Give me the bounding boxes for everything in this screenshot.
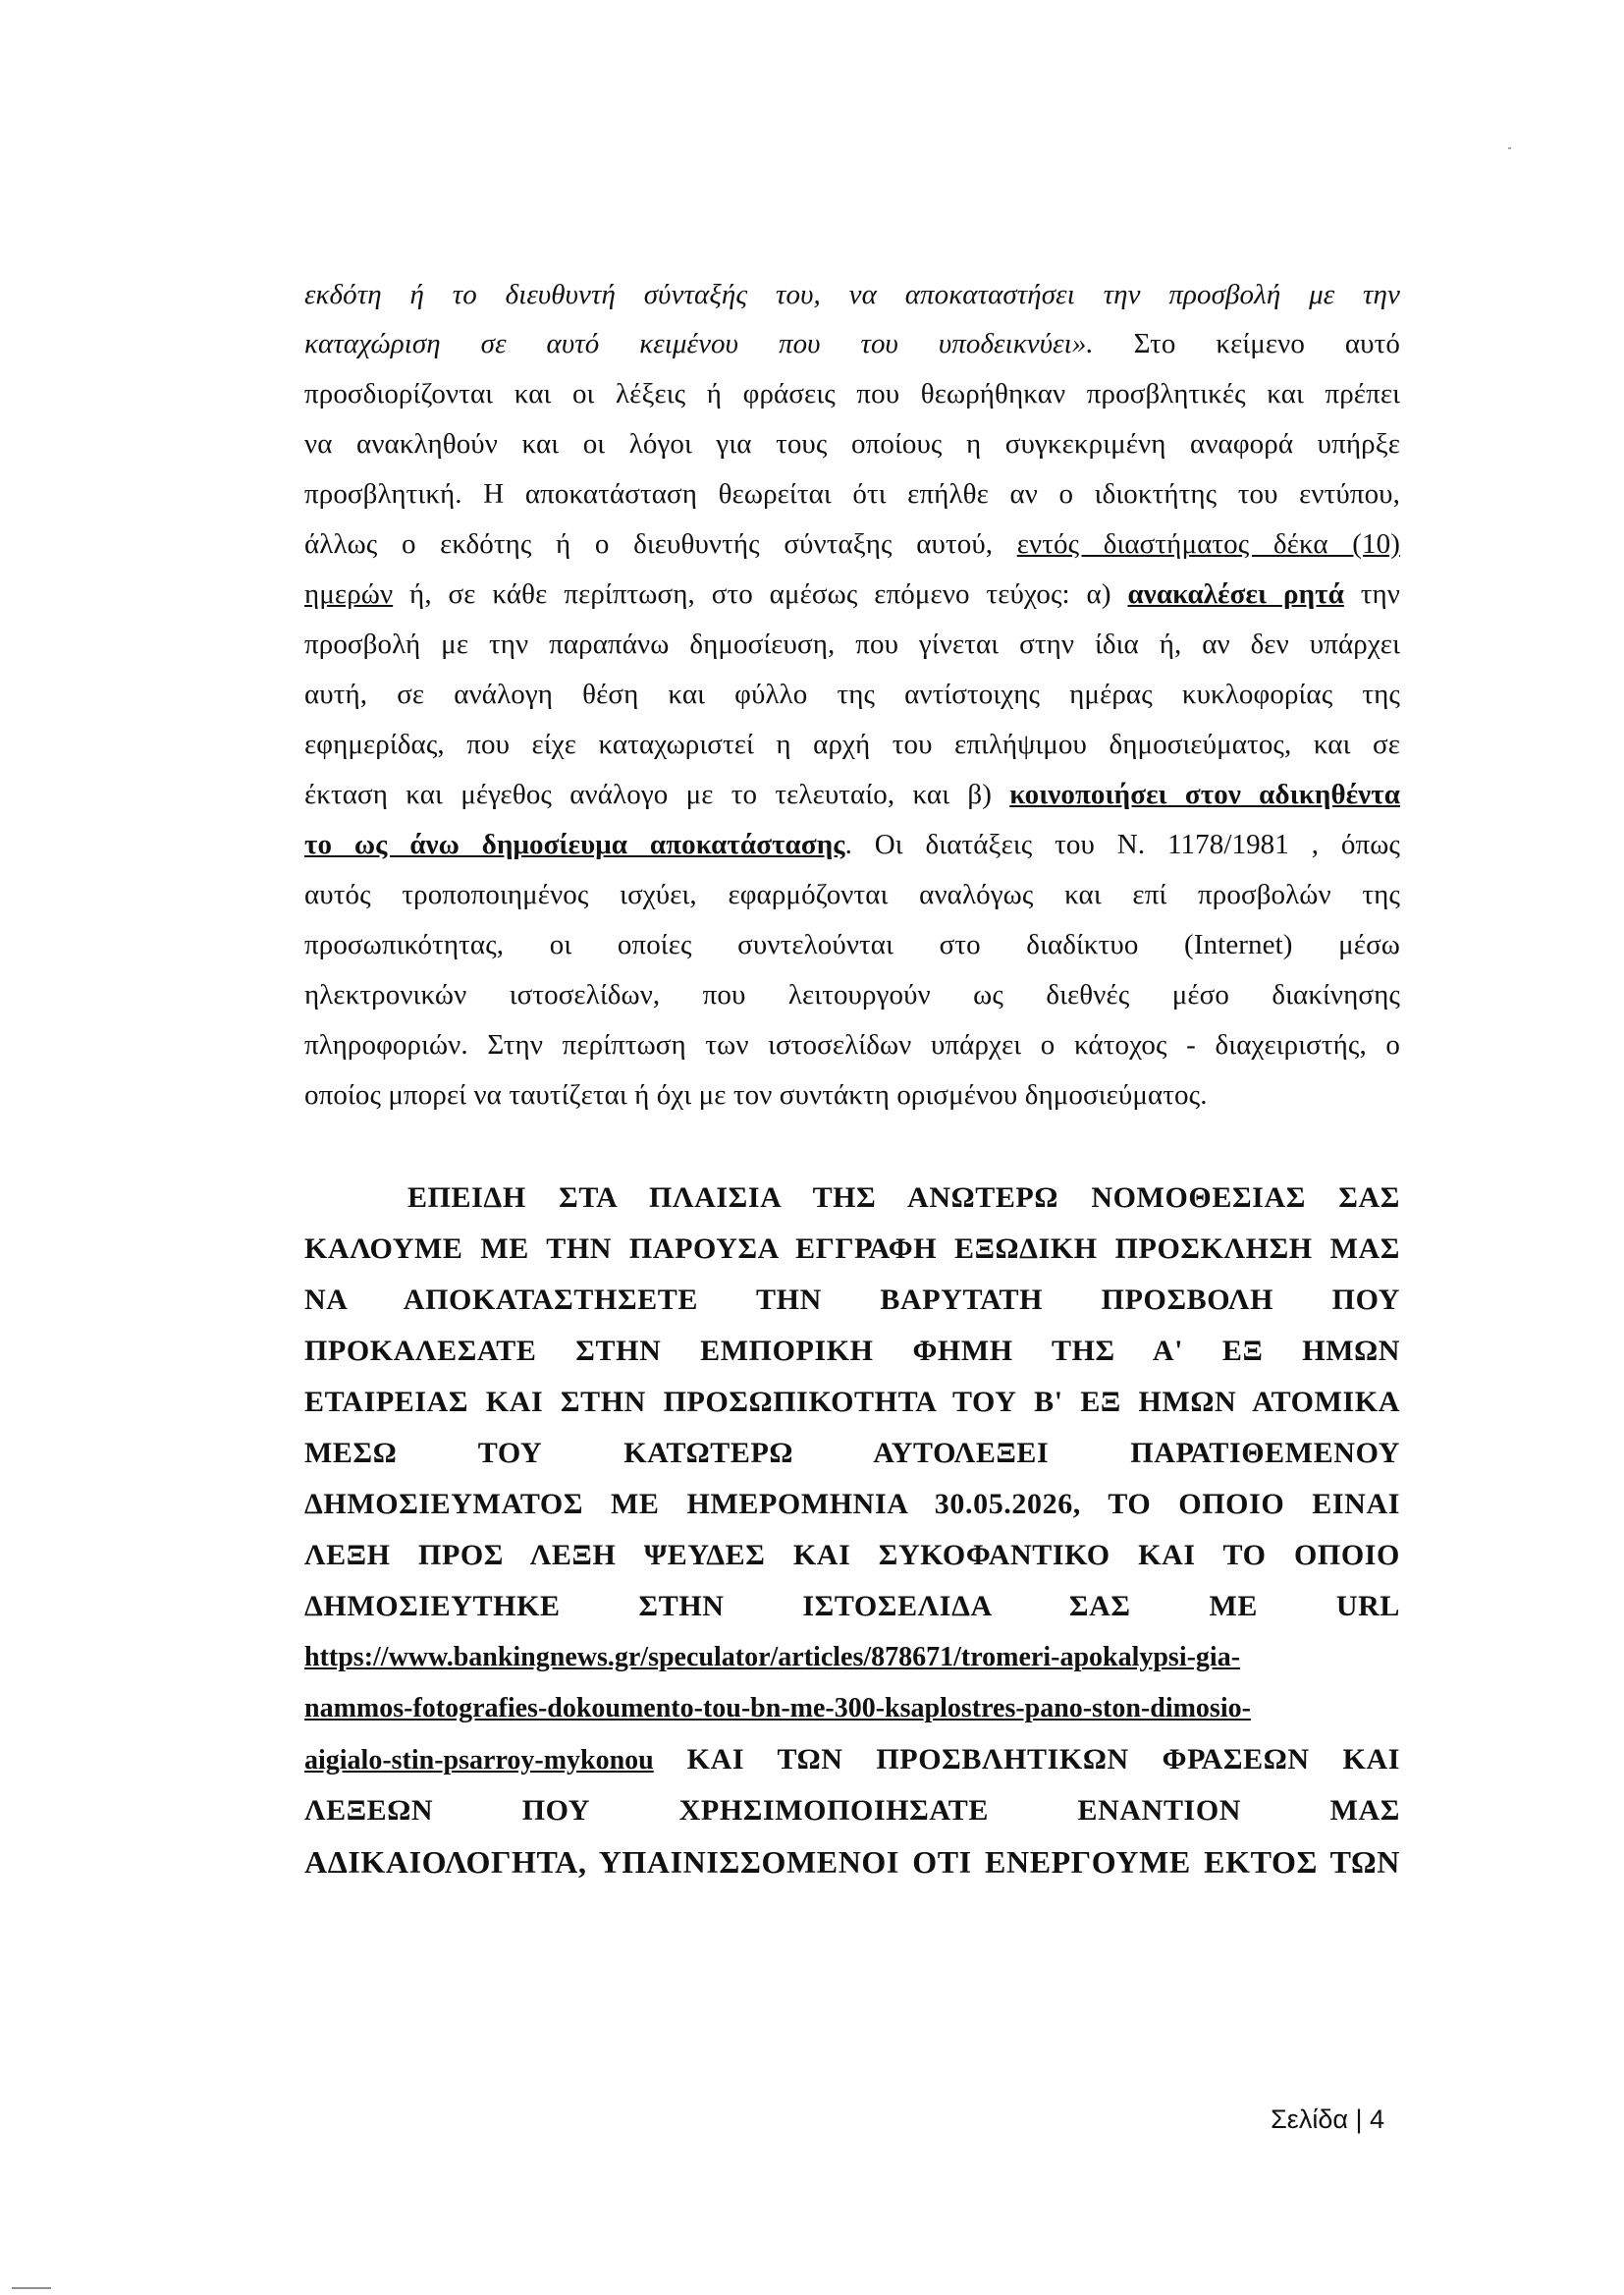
body-line: προσδιορίζονται και οι λέξεις ή φράσεις που θεωρήθηκαν προσβλητικές και πρέπει — [304, 378, 1400, 410]
body-line: πληροφοριών. Στην περίπτωση των ιστοσελίδων υπάρχει ο κάτοχος - διαχειριστής, ο — [304, 1029, 1400, 1061]
body-line — [304, 325, 1400, 362]
notice-line: ΑΔΙΚΑΙΟΛΟΓΗΤΑ, ΥΠΑΙΝΙΣΣΟΜΕΝΟΙ ΟΤΙ ΕΝΕΡΓΟΥΜΕ ΕΚΤΟΣ ΤΩΝ — [304, 1844, 1400, 1880]
body-line — [304, 525, 1400, 563]
body-line: αυτή, σε ανάλογη θέση και φύλλο της αντίστοιχης ημέρας κυκλοφορίας της — [304, 679, 1400, 710]
scan-speck — [12, 2287, 51, 2289]
body-quote: καταχώριση σε αυτό κειμένου που του υποδεικνύει». — [304, 328, 1094, 359]
body-line: προσωπικότητας, οι οποίες συντελούνται στο διαδίκτυο (Internet) μέσω — [304, 929, 1400, 960]
underlined-text: εντός διαστήματος δέκα (10) — [1016, 528, 1400, 560]
body-line: ηλεκτρονικών ιστοσελίδων, που λειτουργούν ως διεθνές μέσο διακίνησης — [304, 979, 1400, 1011]
body-text: ή, σε κάθε περίπτωση, στο αμέσως επόμενο τεύχος: α) — [393, 578, 1128, 610]
notice-line: ΛΕΞΗ ΠΡΟΣ ΛΕΞΗ ΨΕΥΔΕΣ ΚΑΙ ΣΥΚΟΦΑΝΤΙΚΟ ΚΑΙ ΤΟ ΟΠΟΙΟ — [304, 1539, 1400, 1571]
underlined-text: ημερών — [304, 578, 394, 610]
notice-line: ΝΑ ΑΠΟΚΑΤΑΣΤΗΣΕΤΕ ΤΗΝ ΒΑΡΥΤΑΤΗ ΠΡΟΣΒΟΛΗ ΠΟΥ — [304, 1284, 1400, 1316]
emphasis-text: ανακαλέσει ρητά — [1127, 578, 1344, 610]
body-text: Στο κείμενο αυτό — [1093, 328, 1400, 359]
article-url-line: aigialo-stin-psarroy-mykonou — [304, 1745, 654, 1776]
emphasis-text: το ως άνω δημοσίευμα αποκατάστασης — [304, 829, 845, 860]
notice-line: ΕΤΑΙΡΕΙΑΣ ΚΑΙ ΣΤΗΝ ΠΡΟΣΩΠΙΚΟΤΗΤΑ ΤΟΥ Β' ΕΞ ΗΜΩΝ ΑΤΟΜΙΚΑ — [304, 1386, 1400, 1418]
notice-line — [304, 1741, 1400, 1779]
notice-line: ΚΑΛΟΥΜΕ ΜΕ ΤΗΝ ΠΑΡΟΥΣΑ ΕΓΓΡΑΦΗ ΕΞΩΔΙΚΗ ΠΡΟΣΚΛΗΣΗ ΜΑΣ — [304, 1232, 1400, 1265]
notice-line: ΔΗΜΟΣΙΕΥΜΑΤΟΣ ΜΕ ΗΜΕΡΟΜΗΝΙΑ 30.05.2026, ΤΟ ΟΠΟΙΟ ΕΙΝΑΙ — [304, 1488, 1400, 1520]
body-text: έκταση και μέγεθος ανάλογο με το τελευταίο, και β) — [304, 779, 1010, 810]
article-url-line: https://www.bankingnews.gr/speculator/articles/878671/tromeri-apokalypsi-gia- — [304, 1642, 1241, 1672]
notice-line: ΠΡΟΚΑΛΕΣΑΤΕ ΣΤΗΝ ΕΜΠΟΡΙΚΗ ΦΗΜΗ ΤΗΣ Α' ΕΞ ΗΜΩΝ — [304, 1335, 1400, 1367]
page-number: Σελίδα | 4 — [1271, 2104, 1384, 2134]
body-line: να ανακληθούν και οι λόγοι για τους οποίους η συγκεκριμένη αναφορά υπήρξε — [304, 428, 1400, 460]
notice-line: ΕΠΕΙΔΗ ΣΤΑ ΠΛΑΙΣΙΑ ΤΗΣ ΑΝΩΤΕΡΩ ΝΟΜΟΘΕΣΙΑΣ ΣΑΣ — [407, 1181, 1400, 1214]
scan-speck — [1508, 147, 1511, 149]
body-line: οποίος μπορεί να ταυτίζεται ή όχι με τον συντάκτη ορισμένου δημοσιεύματος. — [304, 1079, 1208, 1111]
body-line: προσβολή με την παραπάνω δημοσίευση, που γίνεται στην ίδια ή, αν δεν υπάρχει — [304, 628, 1400, 660]
notice-line: ΔΗΜΟΣΙΕΥΤΗΚΕ ΣΤΗΝ ΙΣΤΟΣΕΛΙΔΑ ΣΑΣ ΜΕ URL — [304, 1590, 1400, 1622]
body-line: αυτός τροποποιημένος ισχύει, εφαρμόζονται αναλόγως και επί προσβολών της — [304, 879, 1400, 910]
body-text: άλλως ο εκδότης ή ο διευθυντής σύνταξης αυτού, — [304, 528, 1017, 560]
notice-line: ΜΕΣΩ ΤΟΥ ΚΑΤΩΤΕΡΩ ΑΥΤΟΛΕΞΕΙ ΠΑΡΑΤΙΘΕΜΕΝΟΥ — [304, 1437, 1400, 1469]
notice-line: ΛΕΞΕΩΝ ΠΟΥ ΧΡΗΣΙΜΟΠΟΙΗΣΑΤΕ ΕΝΑΝΤΙΟΝ ΜΑΣ — [304, 1794, 1400, 1827]
body-line — [304, 826, 1400, 863]
article-url-line: nammos-fotografies-dokoumento-tou-bn-me-300-ksaplostres-pano-ston-dimosio- — [304, 1693, 1251, 1723]
body-line — [304, 776, 1400, 813]
body-line: εφημερίδας, που είχε καταχωριστεί η αρχή του επιλήψιμου δημοσιεύματος, και σε — [304, 729, 1400, 760]
emphasis-text: κοινοποιήσει στον αδικηθέντα — [1009, 779, 1400, 810]
body-text: . Οι διατάξεις του Ν. 1178/1981 , όπως — [844, 829, 1400, 860]
body-line: εκδότη ή το διευθυντή σύνταξής του, να αποκαταστήσει την προσβολή με την — [304, 279, 1400, 310]
body-text: την — [1343, 578, 1400, 610]
notice-text: ΚΑΙ ΤΩΝ ΠΡΟΣΒΛΗΤΙΚΩΝ ΦΡΑΣΕΩΝ ΚΑΙ — [653, 1743, 1400, 1776]
body-line: προσβλητική. Η αποκατάσταση θεωρείται ότι επήλθε αν ο ιδιοκτήτης του εντύπου, — [304, 478, 1400, 510]
body-line — [304, 575, 1400, 613]
